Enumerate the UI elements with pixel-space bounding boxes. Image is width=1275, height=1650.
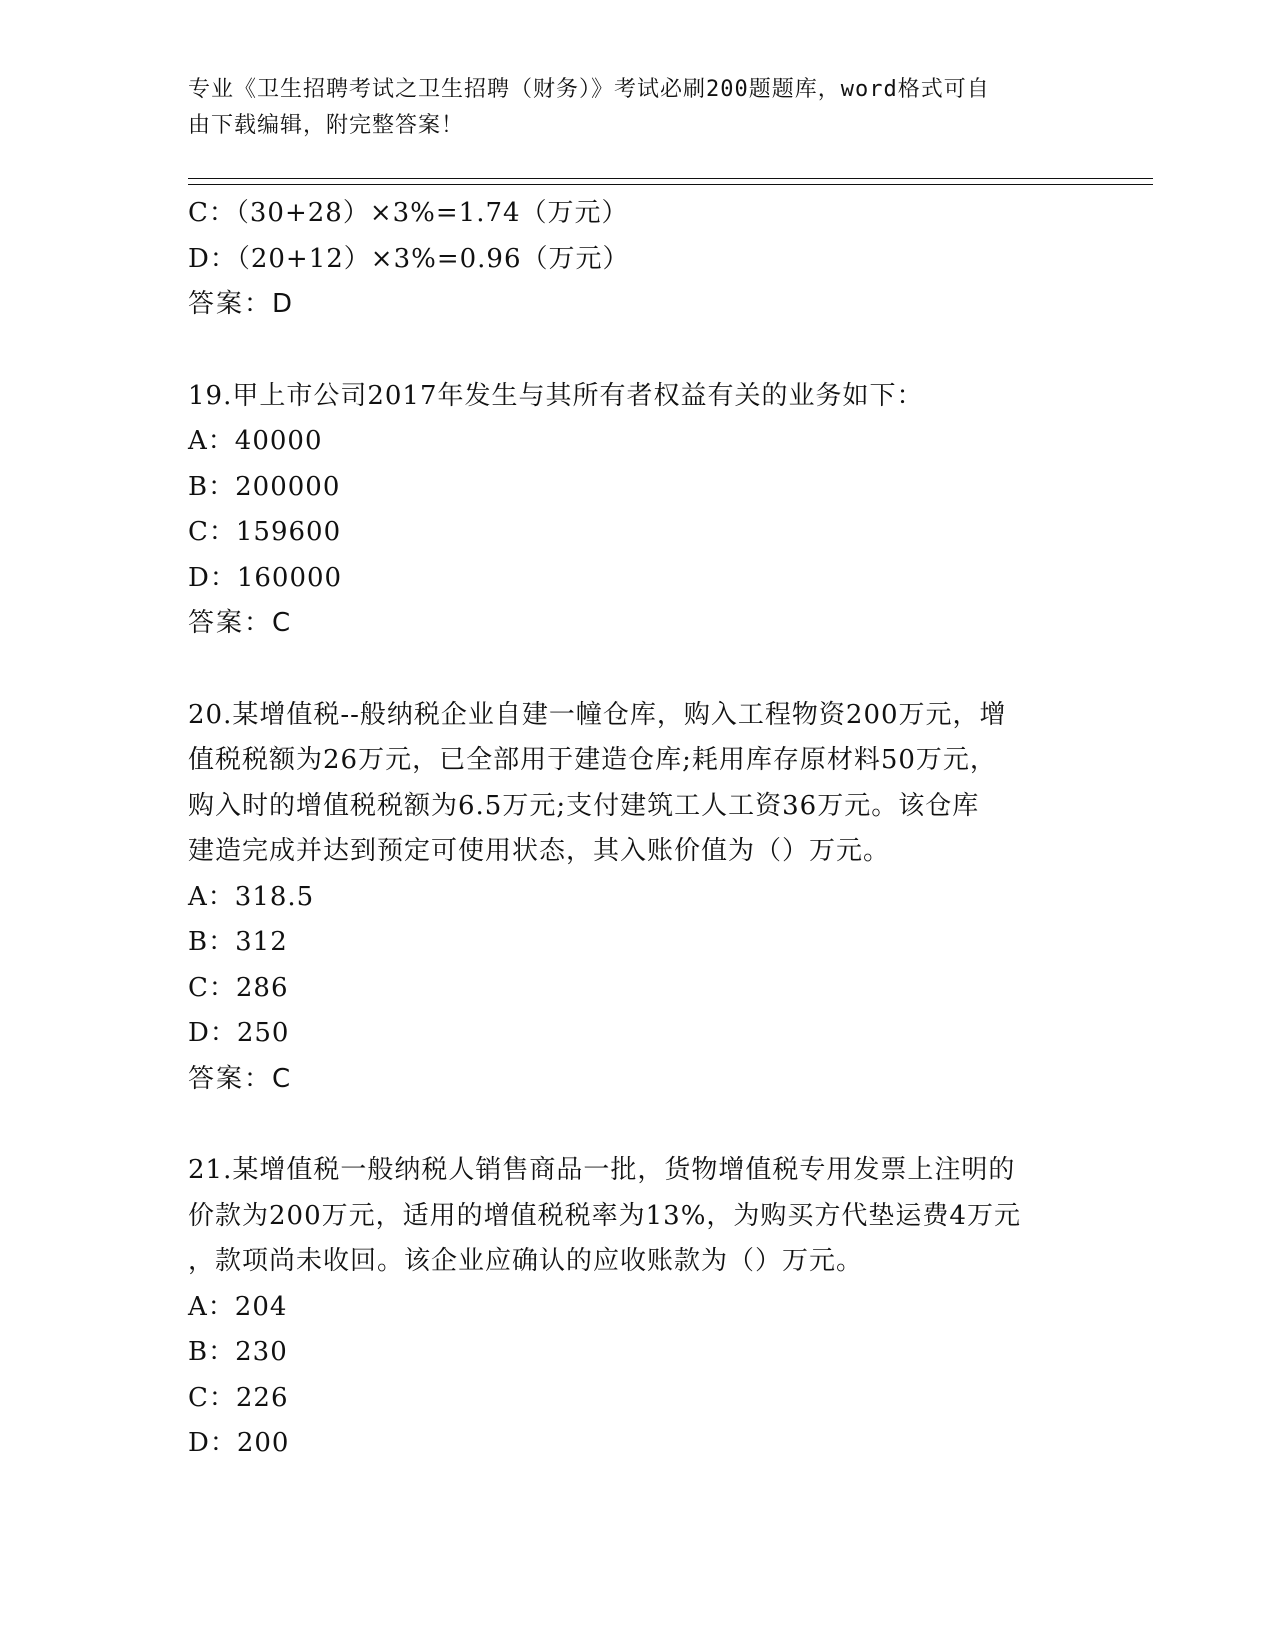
option-d: D：（20+12）×3%=0.96（万元）	[188, 243, 630, 274]
option-c: C：286	[188, 972, 289, 1003]
option-c: C：（30+28）×3%=1.74（万元）	[188, 198, 629, 228]
header-divider-bottom	[188, 184, 1153, 185]
question-20	[188, 693, 1088, 1103]
question-18-tail	[188, 191, 1088, 328]
option-a: A：40000	[188, 426, 323, 456]
question-stem-line: 21.某增值税一般纳税人销售商品一批，货物增值税专用发票上注明的	[188, 1155, 1016, 1185]
document-body	[188, 191, 1088, 1467]
question-21	[188, 1148, 1088, 1467]
question-stem-line: ，款项尚未收回。该企业应确认的应收账款为（）万元。	[188, 1246, 864, 1276]
question-stem: 19.甲上市公司2017年发生与其所有者权益有关的业务如下：	[188, 380, 924, 411]
spacer	[188, 1102, 1088, 1148]
answer-label: 答案：D	[188, 289, 295, 319]
answer-label: 答案：C	[188, 1063, 293, 1094]
option-d: D：250	[188, 1018, 290, 1048]
option-d: D：200	[188, 1428, 290, 1458]
option-c: C：226	[188, 1382, 289, 1413]
question-stem-line: 购入时的增值税税额为6.5万元;支付建筑工人工资36万元。该仓库	[188, 790, 980, 821]
option-a: A：204	[188, 1291, 288, 1322]
header-line-2: 由下载编辑，附完整答案！	[188, 113, 465, 138]
question-stem-line: 价款为200万元，适用的增值税税率为13%，为购买方代垫运费4万元	[188, 1200, 1021, 1231]
question-stem-line: 值税税额为26万元，已全部用于建造仓库;耗用库存原材料50万元，	[188, 745, 997, 775]
option-b: B：230	[188, 1337, 288, 1367]
option-b: B：312	[188, 927, 288, 957]
question-19	[188, 374, 1088, 647]
option-a: A：318.5	[188, 881, 315, 912]
spacer	[188, 328, 1088, 374]
question-stem-line: 20.某增值税--般纳税企业自建一幢仓库，购入工程物资200万元，增	[188, 699, 1007, 730]
option-d: D：160000	[188, 562, 343, 593]
question-stem-line: 建造完成并达到预定可使用状态，其入账价值为（）万元。	[188, 836, 891, 866]
option-c: C：159600	[188, 517, 342, 547]
option-b: B：200000	[188, 471, 341, 502]
answer-label: 答案：C	[188, 608, 293, 638]
header-divider-top	[188, 178, 1153, 179]
spacer	[188, 647, 1088, 693]
header-line-1: 专业《卫生招聘考试之卫生招聘（财务）》考试必刷200题题库，word格式可自	[188, 77, 990, 102]
document-header	[188, 72, 1088, 144]
